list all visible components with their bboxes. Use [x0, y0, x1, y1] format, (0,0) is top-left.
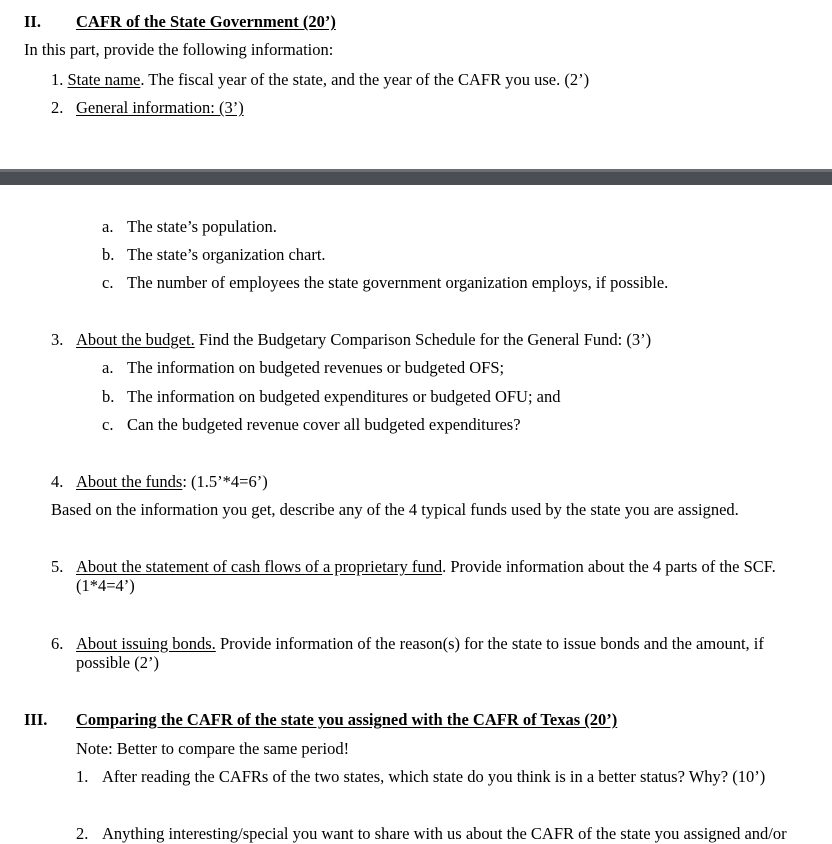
item-1: [51, 70, 589, 90]
item-2-label: General information: (3’): [76, 98, 244, 117]
item-6-label: About issuing bonds.: [76, 634, 216, 653]
item-3a-letter: a.: [102, 358, 114, 377]
item-3-number: 3.: [51, 330, 64, 349]
item-3: [76, 330, 651, 350]
item-4-body: Based on the information you get, describe any of the 4 typical funds used by the state you are assigned.: [51, 500, 739, 519]
item-3-label: About the budget.: [76, 330, 195, 349]
item-3b-letter: b.: [102, 387, 115, 406]
item-2b-text: The state’s organization chart.: [127, 245, 326, 264]
section-3-item-2-number: 2.: [76, 824, 89, 843]
item-1-number: 1.: [51, 70, 64, 89]
item-6-number: 6.: [51, 634, 64, 653]
item-3b-text: The information on budgeted expenditures or budgeted OFU; and: [127, 387, 561, 406]
item-4: [76, 472, 268, 492]
item-4-text: : (1.5’*4=6’): [182, 472, 268, 491]
item-2a-text: The state’s population.: [127, 217, 277, 236]
item-6-text: Provide information of the reason(s) for the state to issue bonds and the amount, if: [215, 634, 764, 653]
item-6-line2: possible (2’): [76, 653, 159, 672]
item-5-label: About the statement of cash flows of a proprietary fund: [76, 557, 443, 576]
section-2-number: II.: [24, 12, 41, 31]
section-3-number: III.: [24, 710, 48, 729]
item-5: [76, 557, 776, 577]
item-3a-text: The information on budgeted revenues or budgeted OFS;: [127, 358, 505, 377]
section-2-title: CAFR of the State Government (20’): [76, 12, 336, 31]
page-divider-bar: [0, 169, 832, 185]
item-5-number: 5.: [51, 557, 64, 576]
item-3c-text: Can the budgeted revenue cover all budgeted expenditures?: [127, 415, 521, 434]
item-4-number: 4.: [51, 472, 64, 491]
item-2-number: 2.: [51, 98, 64, 117]
section-3-item-2-text: Anything interesting/special you want to share with us about the CAFR of the state you assigned and/or: [102, 824, 787, 843]
item-1-label: State name: [67, 70, 141, 89]
item-2a-letter: a.: [102, 217, 114, 236]
item-5-text: . Provide information about the 4 parts of the SCF.: [442, 557, 776, 576]
item-6: [76, 634, 764, 654]
section-3-item-1-text: After reading the CAFRs of the two states, which state do you think is in a better status? Why? (10’): [102, 767, 766, 786]
item-2c-text: The number of employees the state government organization employs, if possible.: [127, 273, 669, 292]
section-3-note: Note: Better to compare the same period!: [76, 739, 350, 758]
item-5-line2: (1*4=4’): [76, 576, 135, 595]
item-4-label: About the funds: [76, 472, 183, 491]
item-2c-letter: c.: [102, 273, 114, 292]
item-3c-letter: c.: [102, 415, 114, 434]
item-1-text: . The fiscal year of the state, and the year of the CAFR you use. (2’): [140, 70, 590, 89]
item-3-text: Find the Budgetary Comparison Schedule for the General Fund: (3’): [194, 330, 652, 349]
section-3-item-1-number: 1.: [76, 767, 89, 786]
section-2-intro: In this part, provide the following information:: [24, 40, 334, 59]
section-3-title: Comparing the CAFR of the state you assigned with the CAFR of Texas (20’): [76, 710, 618, 729]
item-2b-letter: b.: [102, 245, 115, 264]
